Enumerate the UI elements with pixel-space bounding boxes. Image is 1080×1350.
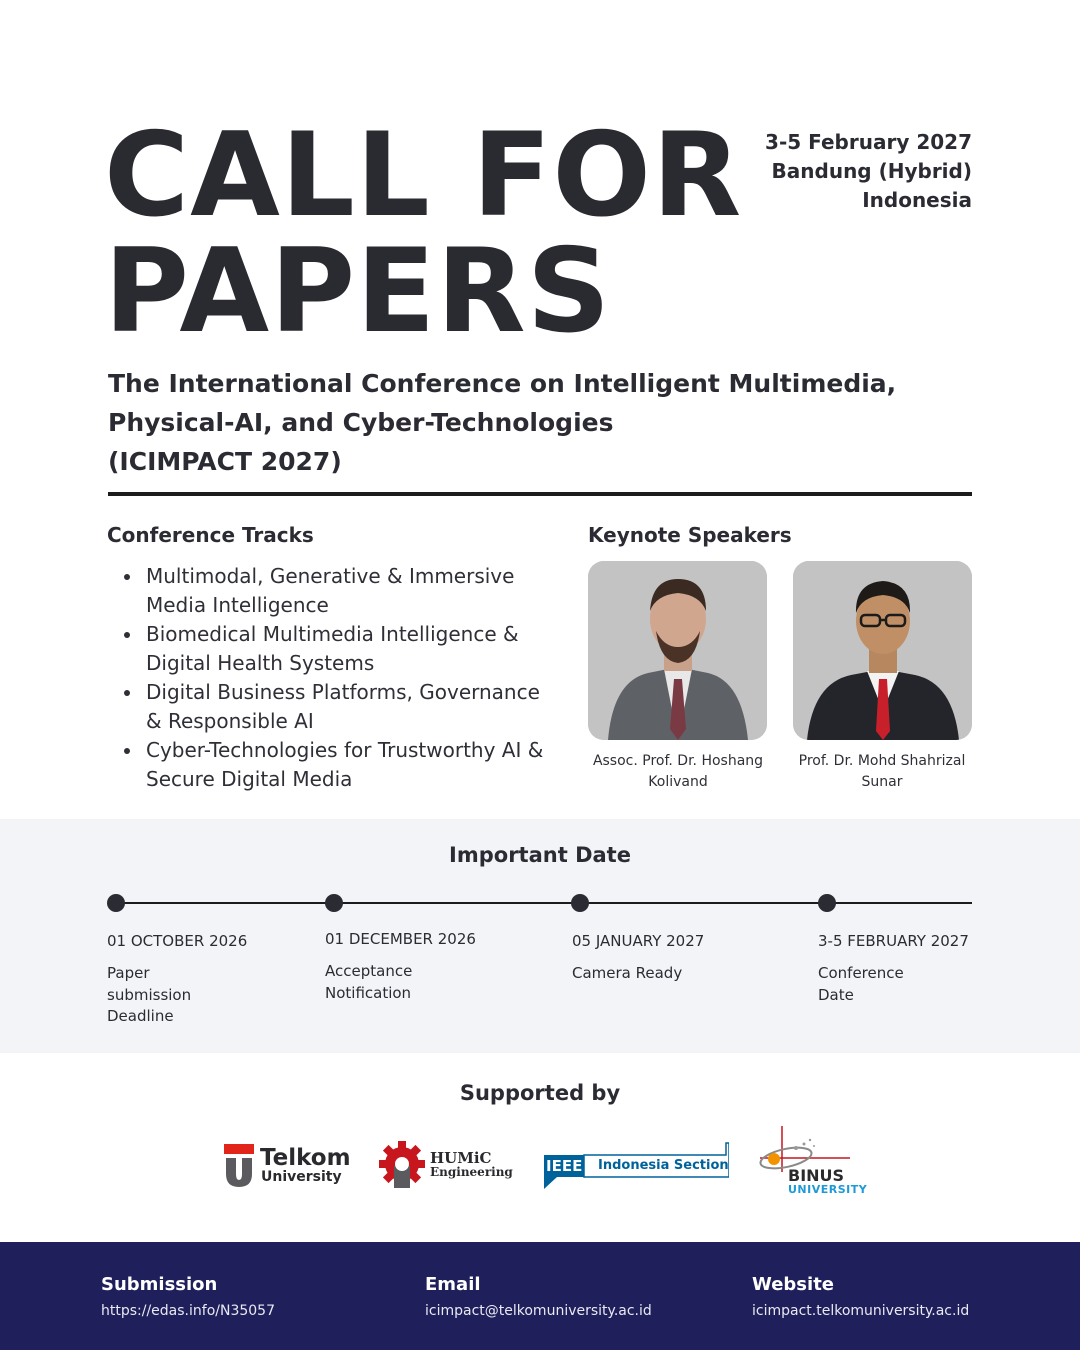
speaker-photo [588, 561, 767, 740]
timeline-label: Conference Date [818, 964, 904, 1004]
conference-name [108, 364, 928, 481]
telkom-logo-line-1: Telkom [260, 1145, 351, 1171]
timeline-date: 01 OCTOBER 2026 [107, 932, 248, 950]
email-link[interactable]: icimpact@telkomuniversity.ac.id [425, 1303, 652, 1319]
speaker-name-line-2: Sunar [861, 774, 903, 790]
timeline-line [116, 902, 972, 904]
telkom-logo-line-2: University [261, 1169, 342, 1185]
track-item-label: Cyber-Technologies for Trustworthy AI & Secure Digital Media [146, 738, 544, 791]
gear-icon [378, 1140, 426, 1188]
timeline-dot [818, 894, 836, 912]
timeline-label: Acceptance Notification [325, 962, 413, 1002]
event-info [765, 128, 972, 215]
ieee-indonesia-section-logo [543, 1141, 729, 1191]
track-item [124, 736, 544, 794]
track-item-label: Biomedical Multimedia Intelligence & Digital Health Systems [146, 622, 519, 675]
speaker-name-line-1: Prof. Dr. Mohd Shahrizal [798, 753, 966, 769]
website-link[interactable]: icimpact.telkomuniversity.ac.id [752, 1303, 970, 1319]
telkom-university-logo [222, 1142, 352, 1190]
submission-link[interactable]: https://edas.info/N35057 [101, 1303, 275, 1319]
footer-website-title: Website [752, 1274, 835, 1295]
bullet-icon [124, 574, 130, 580]
footer-email [425, 1274, 652, 1319]
speaker-card [583, 561, 773, 793]
timeline-label: Paper submission Deadline [107, 964, 192, 1025]
footer-submission [101, 1274, 275, 1319]
humic-logo-line-2: Engineering [430, 1165, 513, 1179]
binus-logo-line-1: BINUS [788, 1166, 845, 1185]
track-item [124, 562, 544, 620]
speaker-name-line-1: Assoc. Prof. Dr. Hoshang [592, 753, 764, 769]
hero-title-line-1: CALL FOR [104, 108, 743, 243]
event-venue: Bandung (Hybrid) [771, 159, 972, 183]
timeline-date: 05 JANUARY 2027 [572, 932, 705, 950]
bullet-icon [124, 690, 130, 696]
person-silhouette-icon [793, 561, 972, 740]
person-silhouette-icon [588, 561, 767, 740]
speaker-name [787, 751, 977, 793]
speaker-name-line-2: Kolivand [648, 774, 708, 790]
track-item-label: Digital Business Platforms, Governance & Responsible AI [146, 680, 540, 733]
supported-by-heading: Supported by [459, 1081, 621, 1105]
footer-submission-title: Submission [101, 1274, 218, 1295]
timeline-date: 01 DECEMBER 2026 [325, 930, 476, 948]
humic-engineering-logo [378, 1140, 524, 1190]
conference-name-line-2: Physical-AI, and Cyber-Technologies [108, 408, 614, 437]
event-country: Indonesia [862, 188, 972, 212]
speaker-name [583, 751, 773, 793]
bullet-icon [124, 632, 130, 638]
ieee-logo-mark: IEEE [546, 1157, 583, 1175]
tracks-heading: Conference Tracks [107, 523, 314, 547]
keynote-heading: Keynote Speakers [588, 523, 792, 547]
ieee-logo-text: Indonesia Section [598, 1158, 729, 1173]
track-item [124, 620, 544, 678]
timeline-dot [325, 894, 343, 912]
footer-website [752, 1274, 969, 1319]
timeline-dot [571, 894, 589, 912]
important-dates-heading: Important Date [449, 843, 631, 867]
footer-email-title: Email [425, 1274, 481, 1295]
track-item [124, 678, 544, 736]
binus-university-logo [752, 1124, 872, 1198]
telkom-emblem-icon [222, 1142, 256, 1188]
timeline-dot [107, 894, 125, 912]
tracks-list [124, 562, 544, 794]
conference-name-line-3: (ICIMPACT 2027) [108, 447, 342, 476]
speaker-photo [793, 561, 972, 740]
timeline-date: 3-5 FEBRUARY 2027 [818, 932, 969, 950]
track-item-label: Multimodal, Generative & Immersive Media Intelligence [146, 564, 515, 617]
hero-title-line-2: PAPERS [104, 224, 612, 359]
timeline-label: Camera Ready [572, 964, 683, 982]
event-dates: 3-5 February 2027 [765, 130, 972, 154]
conference-name-line-1: The International Conference on Intelligent Multimedia, [108, 369, 897, 398]
hero-title [104, 108, 744, 359]
binus-logo-line-2: UNIVERSITY [788, 1183, 868, 1196]
speaker-card [787, 561, 977, 793]
section-divider [108, 492, 972, 496]
footer [0, 1242, 1080, 1350]
humic-logo-line-1: HUMiC [430, 1149, 492, 1167]
bullet-icon [124, 748, 130, 754]
